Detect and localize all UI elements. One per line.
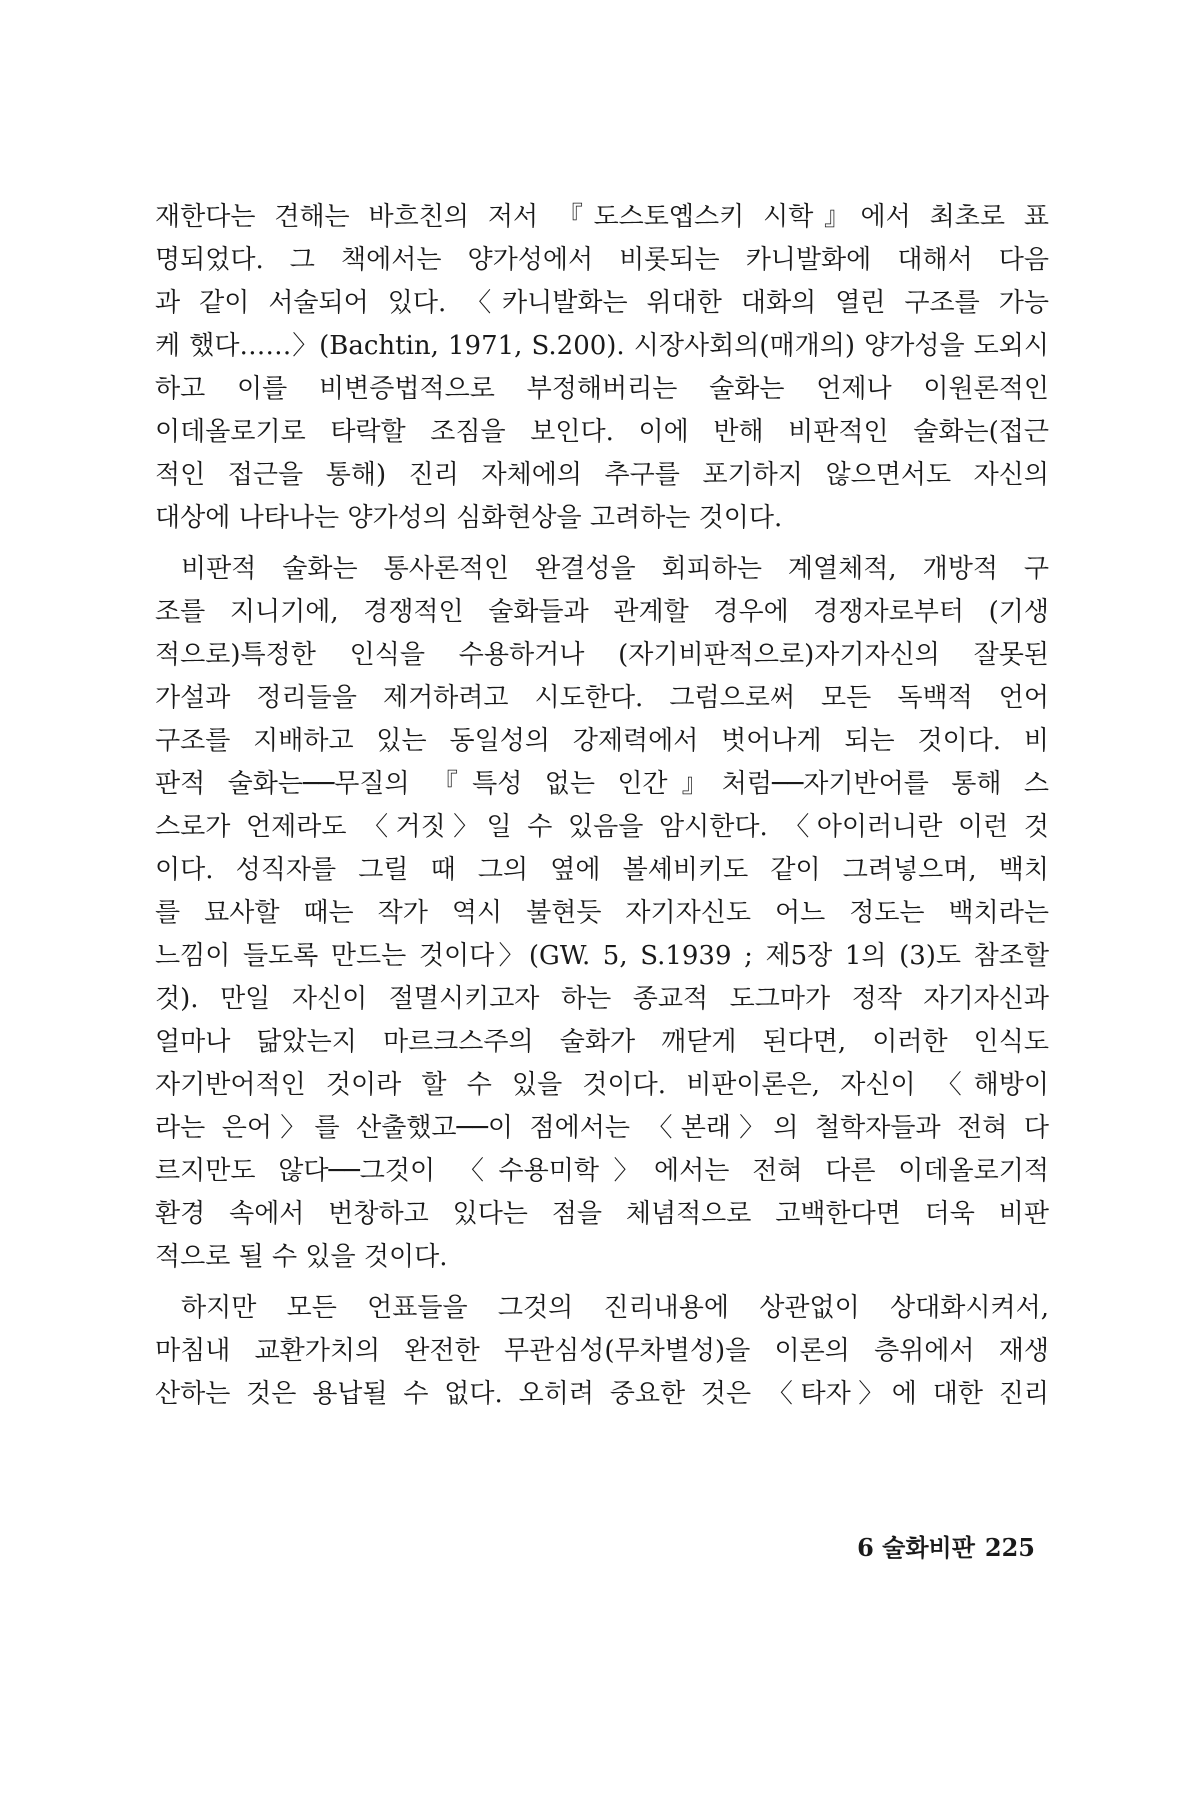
text-line: 케 했다……〉(Bachtin, 1971, S.200). 시장사회의(매개의) 양가성을 도외시 — [155, 331, 1049, 361]
paragraph-2 — [155, 548, 1049, 1279]
text-line: 비판적 술화는 통사론적인 완결성을 회피하는 계열체적, 개방적 구 — [181, 554, 1049, 584]
text-line: 자기반어적인 것이라 할 수 있을 것이다. 비판이론은, 자신이 〈해방이 — [155, 1070, 1049, 1100]
text-line: 라는 은어〉를 산출했고──이 점에서는 〈본래〉의 철학자들과 전혀 다 — [155, 1113, 1049, 1143]
text-line: 하지만 모든 언표들을 그것의 진리내용에 상관없이 상대화시켜서, — [181, 1293, 1049, 1323]
text-line: 마침내 교환가치의 완전한 무관심성(무차별성)을 이론의 층위에서 재생 — [155, 1336, 1049, 1366]
text-line: 환경 속에서 번창하고 있다는 점을 체념적으로 고백한다면 더욱 비판 — [155, 1199, 1049, 1229]
text-line: 얼마나 닮았는지 마르크스주의 술화가 깨닫게 된다면, 이러한 인식도 — [155, 1027, 1049, 1057]
text-line: 적으로)특정한 인식을 수용하거나 (자기비판적으로)자기자신의 잘못된 — [155, 640, 1049, 670]
text-line: 르지만도 않다──그것이 〈수용미학〉에서는 전혀 다른 이데올로기적 — [155, 1156, 1049, 1186]
text-line: 재한다는 견해는 바흐친의 저서 『도스토옙스키 시학』에서 최초로 표 — [155, 202, 1049, 232]
text-line: 이다. 성직자를 그릴 때 그의 옆에 볼셰비키도 같이 그려넣으며, 백치 — [155, 855, 1049, 885]
text-line: 대상에 나타나는 양가성의 심화현상을 고려하는 것이다. — [155, 503, 783, 533]
paragraph-3 — [155, 1287, 1049, 1416]
paragraph-1 — [155, 196, 1049, 540]
body-text — [155, 196, 1049, 1416]
text-line: 판적 술화는──무질의 『특성 없는 인간』처럼──자기반어를 통해 스 — [155, 769, 1049, 799]
text-line: 를 묘사할 때는 작가 역시 불현듯 자기자신도 어느 정도는 백치라는 — [155, 898, 1049, 928]
running-footer — [857, 1528, 1035, 1563]
text-line: 적인 접근을 통해) 진리 자체에의 추구를 포기하지 않으면서도 자신의 — [155, 460, 1049, 490]
text-line: 구조를 지배하고 있는 동일성의 강제력에서 벗어나게 되는 것이다. 비 — [155, 726, 1049, 756]
text-line: 것). 만일 자신이 절멸시키고자 하는 종교적 도그마가 정작 자기자신과 — [155, 984, 1049, 1014]
text-line: 가설과 정리들을 제거하려고 시도한다. 그럼으로써 모든 독백적 언어 — [155, 683, 1049, 713]
text-line: 조를 지니기에, 경쟁적인 술화들과 관계할 경우에 경쟁자로부터 (기생 — [155, 597, 1049, 627]
text-line: 산하는 것은 용납될 수 없다. 오히려 중요한 것은 〈타자〉에 대한 진리 — [155, 1379, 1049, 1409]
text-line: 적으로 될 수 있을 것이다. — [155, 1242, 448, 1272]
chapter-label: 6 술화비판 — [857, 1533, 975, 1562]
text-line: 과 같이 서술되어 있다. 〈카니발화는 위대한 대화의 열린 구조를 가능 — [155, 288, 1049, 318]
page-number: 225 — [984, 1533, 1035, 1562]
text-line: 스로가 언제라도 〈거짓〉일 수 있음을 암시한다. 〈아이러니란 이런 것 — [155, 812, 1049, 842]
text-line: 명되었다. 그 책에서는 양가성에서 비롯되는 카니발화에 대해서 다음 — [155, 245, 1049, 275]
text-line: 하고 이를 비변증법적으로 부정해버리는 술화는 언제나 이원론적인 — [155, 374, 1049, 404]
text-line: 이데올로기로 타락할 조짐을 보인다. 이에 반해 비판적인 술화는(접근 — [155, 417, 1049, 447]
text-line: 느낌이 들도록 만드는 것이다〉(GW. 5, S.1939 ; 제5장 1의 (3)도 참조할 — [155, 941, 1049, 971]
